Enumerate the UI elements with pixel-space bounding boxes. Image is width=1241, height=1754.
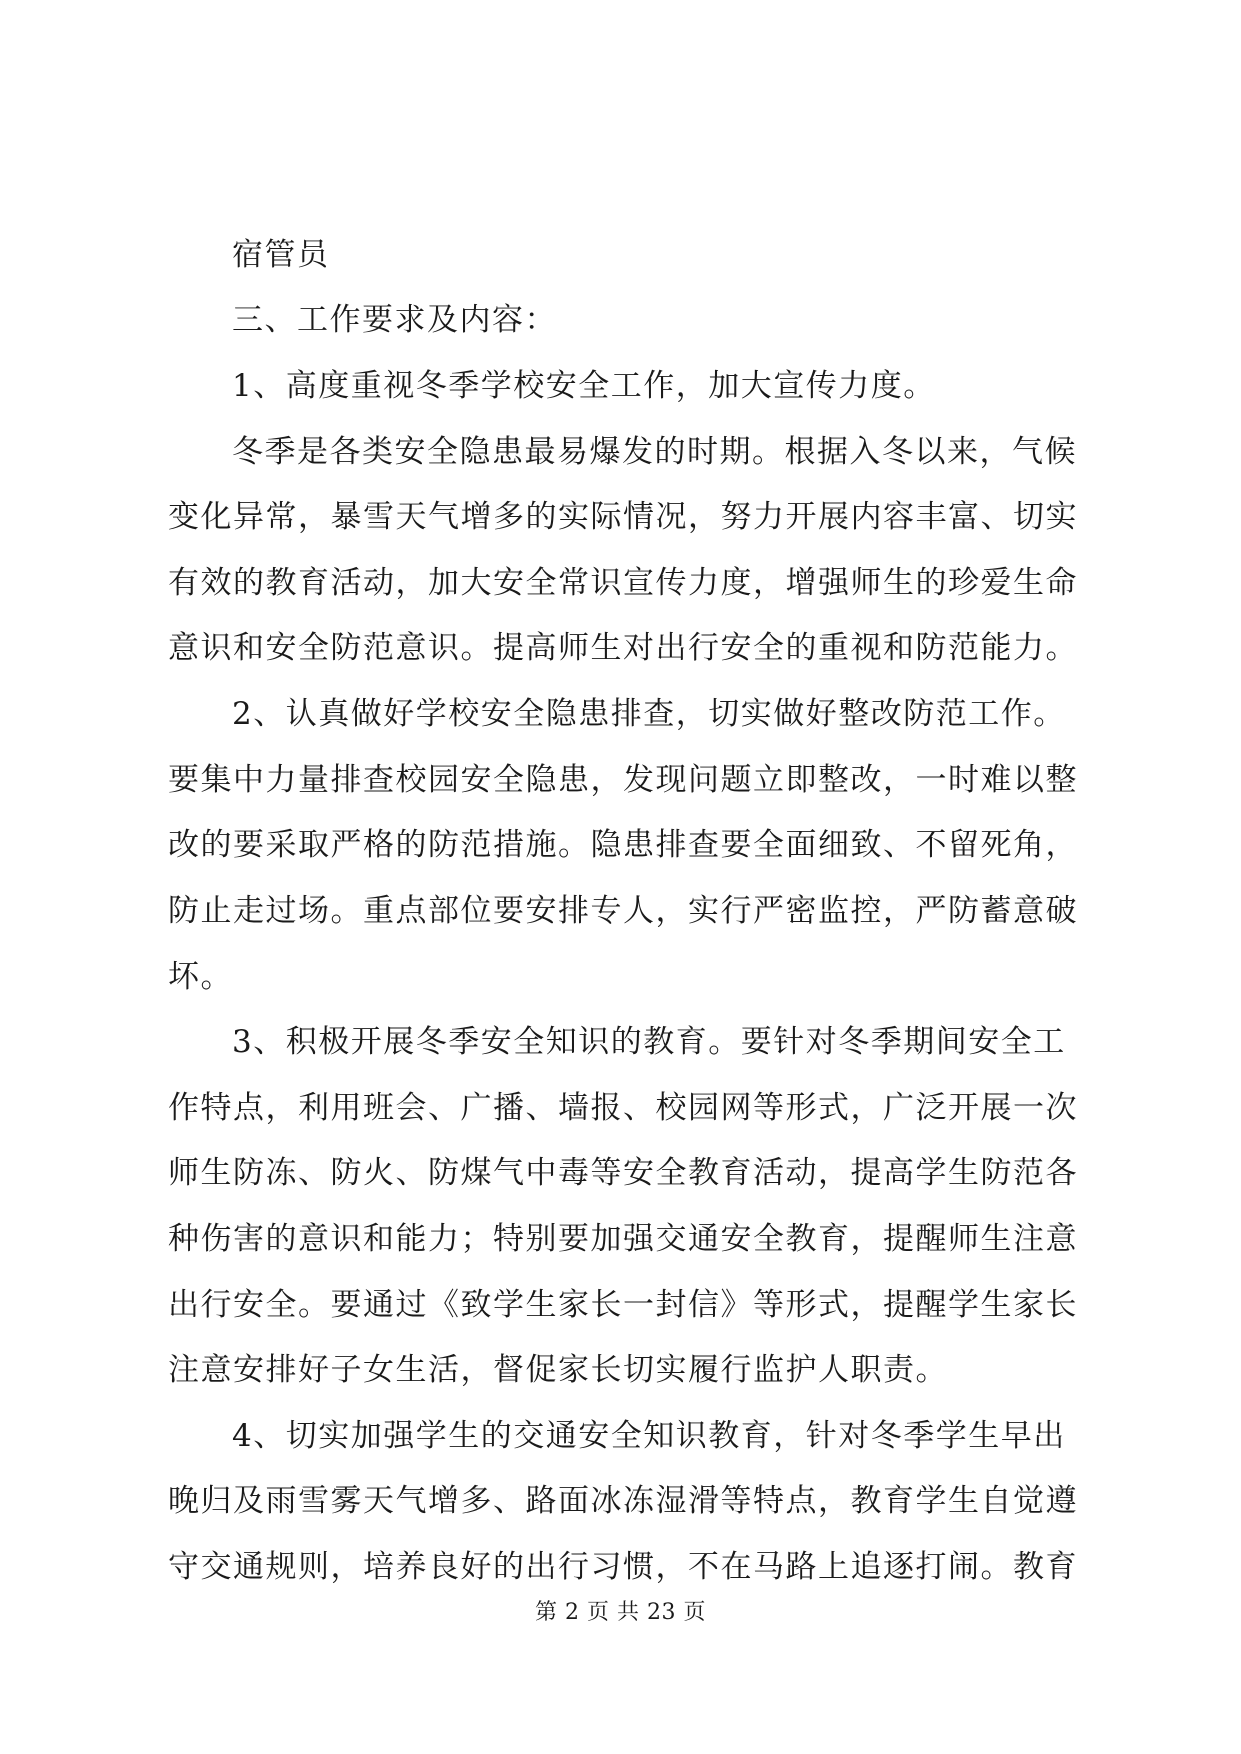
text-line: 变化异常，暴雪天气增多的实际情况，努力开展内容丰富、切实: [168, 499, 1078, 535]
section-heading: 三、工作要求及内容：: [232, 302, 557, 338]
text-line: 要集中力量排查校园安全隐患，发现问题立即整改，一时难以整: [168, 762, 1078, 798]
text-line: 有效的教育活动，加大安全常识宣传力度，增强师生的珍爱生命: [168, 565, 1078, 601]
item-heading: 3、积极开展冬季安全知识的教育。要针对冬季期间安全工: [232, 1024, 1066, 1060]
text-line: 出行安全。要通过《致学生家长一封信》等形式，提醒学生家长: [168, 1287, 1078, 1323]
page-number-footer: 第 2 页 共 23 页: [535, 1600, 706, 1625]
item-heading: 4、切实加强学生的交通安全知识教育，针对冬季学生早出: [232, 1418, 1066, 1454]
text-line: 师生防冻、防火、防煤气中毒等安全教育活动，提高学生防范各: [168, 1155, 1078, 1191]
text-line: 防止走过场。重点部位要安排专人，实行严密监控，严防蓄意破: [168, 893, 1078, 929]
item-heading: 2、认真做好学校安全隐患排查，切实做好整改防范工作。: [232, 696, 1066, 732]
text-line: 晚归及雨雪雾天气增多、路面冰冻湿滑等特点，教育学生自觉遵: [168, 1483, 1078, 1519]
text-line: 冬季是各类安全隐患最易爆发的时期。根据入冬以来，气候: [232, 434, 1077, 470]
text-line: 作特点，利用班会、广播、墙报、校园网等形式，广泛开展一次: [168, 1090, 1078, 1126]
text-line: 种伤害的意识和能力；特别要加强交通安全教育，提醒师生注意: [168, 1221, 1078, 1257]
text-line: 宿管员: [232, 237, 330, 273]
item-heading: 1、高度重视冬季学校安全工作，加大宣传力度。: [232, 368, 936, 404]
text-line: 注意安排好子女生活，督促家长切实履行监护人职责。: [168, 1352, 948, 1388]
text-line: 意识和安全防范意识。提高师生对出行安全的重视和防范能力。: [168, 630, 1078, 666]
text-line: 守交通规则，培养良好的出行习惯，不在马路上追逐打闹。教育: [168, 1549, 1078, 1585]
text-line: 改的要采取严格的防范措施。隐患排查要全面细致、不留死角，: [168, 827, 1078, 863]
text-line: 坏。: [168, 959, 233, 995]
